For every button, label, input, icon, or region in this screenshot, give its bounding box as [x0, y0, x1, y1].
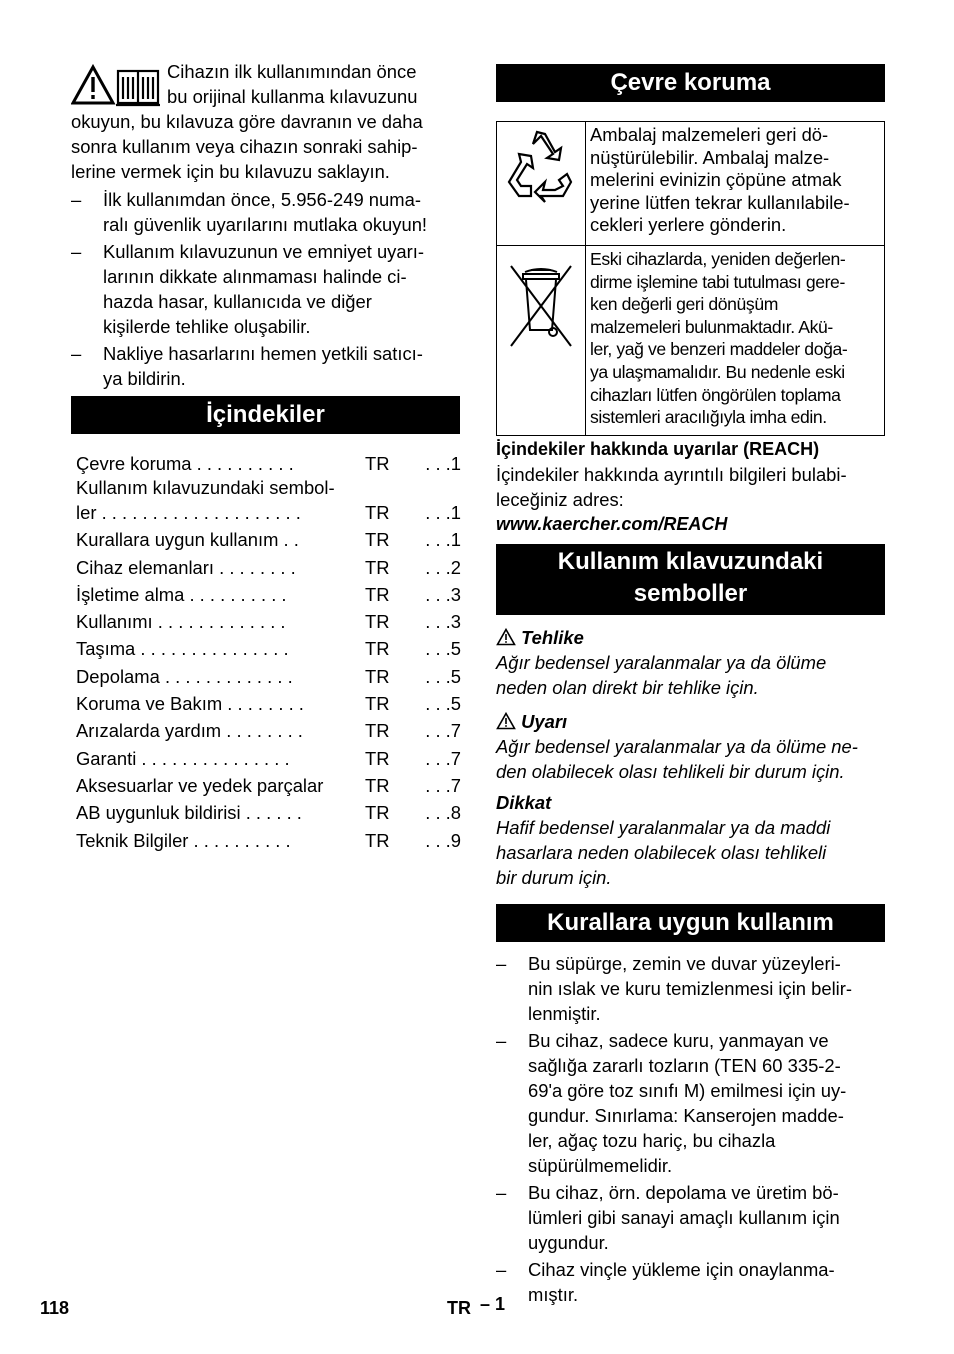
env-text-line: yerine lütfen tekrar kullanılabile-: [590, 191, 850, 213]
caution-label: Dikkat: [496, 792, 552, 813]
intro-line-2: bu orijinal kullanma kılavuzunu: [167, 86, 418, 107]
toc-lang: TR: [365, 802, 390, 824]
warning-icon: [496, 712, 516, 730]
env-text-line: Eski cihazlarda, yeniden değerlen-: [590, 249, 846, 269]
footer-lang-code: TR: [447, 1298, 471, 1318]
footer-lang: [447, 1294, 506, 1319]
intro-item: [71, 341, 460, 391]
usage-item-line: lenmiştir.: [528, 1003, 601, 1024]
toc-lang: TR: [365, 556, 390, 578]
toc-row[interactable]: [71, 526, 460, 553]
intro-list: [71, 187, 460, 391]
env-text-line: ya ulaşmamalıdır. Bu nedenle eski: [590, 361, 845, 382]
toc-title-text: Depolama: [76, 665, 160, 687]
toc-page: . . .1: [425, 453, 461, 474]
danger-label-row: [496, 625, 885, 650]
intro-item-line: ya bildirin.: [103, 368, 186, 389]
symbols-heading-line-2: semboller: [633, 580, 748, 607]
env-text-line: ler, yağ ve benzeri maddeler doğa-: [590, 339, 848, 360]
usage-section: [496, 951, 885, 1309]
toc-page: . . .5: [425, 693, 461, 715]
toc-lang: TR: [365, 693, 390, 715]
toc-title-text: AB uygunluk bildirisi: [76, 802, 241, 824]
toc-page: . . .2: [425, 556, 461, 578]
toc-title: [76, 526, 356, 553]
toc-dots: . . . . . . . .: [214, 556, 296, 578]
symbols-heading: [496, 544, 885, 615]
env-text-line: sistemleri aracılığıyla imha edin.: [590, 407, 827, 428]
toc-title-text: Koruma ve Bakım: [76, 693, 223, 715]
toc-row[interactable]: [71, 663, 460, 690]
usage-item: [496, 1028, 885, 1178]
usage-item-line: sağlığa zararlı tozların (TEN 60 335-2-: [528, 1055, 841, 1076]
toc-dots: . . . . . . . . . .: [188, 829, 291, 851]
intro-line-4: sonra kullanım veya cihazın sonraki sahip-: [71, 136, 418, 157]
toc-title: [76, 608, 356, 635]
warning-triangle-icon: [73, 67, 113, 103]
toc-title: [76, 554, 356, 581]
toc-title-text: Arızalarda yardım: [76, 720, 222, 742]
list-dash: –: [71, 189, 82, 210]
reach-url[interactable]: www.kaercher.com/REACH: [496, 514, 728, 534]
intro-item-line: Nakliye hasarlarını hemen yetkili satıcı-: [103, 343, 423, 364]
toc-lang: TR: [365, 453, 390, 474]
toc-lang: TR: [365, 774, 390, 796]
reach-title: İçindekiler hakkında uyarılar (REACH): [496, 439, 820, 459]
usage-item: [496, 1257, 885, 1307]
toc-title-text: Teknik Bilgiler: [76, 829, 189, 851]
usage-item-line: mıştır.: [528, 1284, 579, 1305]
intro-item-line: hazda hasar, kullanıcıda ve diğer: [103, 291, 372, 312]
toc-title: [76, 827, 356, 854]
caution-line-3: bir durum için.: [496, 867, 612, 888]
env-heading: Çevre koruma: [496, 64, 885, 102]
env-table: [496, 121, 885, 436]
toc-dots: . .: [278, 529, 299, 551]
env-text-line: melerini evinizin çöpüne atmak: [590, 169, 842, 190]
danger-warning-icon: [496, 628, 516, 646]
toc-title-line-1: Kullanım kılavuzundaki sembol-: [76, 477, 335, 499]
list-dash: –: [496, 1030, 507, 1051]
toc-page: . . .7: [425, 747, 461, 769]
weee-cell: [497, 246, 586, 436]
toc-lang: TR: [365, 720, 390, 742]
toc-title-text: Taşıma: [76, 638, 136, 660]
toc-title: [76, 663, 356, 690]
toc-page: . . .1: [425, 502, 461, 524]
usage-item-line: Bu cihaz, örn. depolama ve üretim bö-: [528, 1182, 839, 1203]
symbols-section: [496, 625, 885, 890]
env-text-line: nüştürülebilir. Ambalaj malze-: [590, 146, 830, 168]
toc-row[interactable]: [71, 554, 460, 581]
intro-item: [71, 239, 460, 339]
toc-lang: TR: [365, 638, 390, 660]
toc-row[interactable]: [71, 799, 460, 826]
usage-item-line: lümleri gibi sanayi amaçlı kullanım için: [528, 1207, 840, 1228]
env-text-line: cihazları lütfen öngörülen toplama: [590, 384, 841, 405]
warning-label-row: [496, 709, 885, 734]
toc-lang: TR: [365, 665, 390, 687]
toc-title: [76, 799, 356, 826]
toc-page: . . .7: [425, 774, 461, 796]
usage-item-line: süpürülmemelidir.: [528, 1155, 673, 1176]
toc-row[interactable]: [71, 635, 460, 662]
warning-line-1: Ağır bedensel yaralanmalar ya da ölüme ne-: [496, 736, 858, 757]
usage-item-line: 69'a göre toz sınıfı M) emilmesi için uy-: [528, 1080, 847, 1101]
weee-text: [586, 246, 885, 436]
warning-manual-icon: [71, 63, 163, 109]
usage-item-line: Bu süpürge, zemin ve duvar yüzeyleri-: [528, 953, 841, 974]
intro-line-3: okuyun, bu kılavuza göre davranın ve daha: [71, 111, 423, 132]
danger-line-2: neden olan direkt bir tehlike için.: [496, 677, 759, 698]
usage-item: [496, 1180, 885, 1255]
toc-page: . . .7: [425, 720, 461, 742]
toc-title-text: Cihaz elemanları: [76, 556, 214, 578]
toc-row[interactable]: [71, 745, 460, 772]
usage-item-line: Bu cihaz, sadece kuru, yanmayan ve: [528, 1030, 829, 1051]
toc-page: . . .3: [425, 583, 461, 605]
toc-row[interactable]: [71, 477, 460, 526]
usage-item-line: Cihaz vinçle yükleme için onaylanma-: [528, 1259, 835, 1280]
toc-title: [76, 717, 356, 744]
toc-lang: TR: [365, 747, 390, 769]
toc-row[interactable]: [71, 608, 460, 635]
toc-dots: . . . . . . . . . . . . .: [152, 611, 286, 633]
toc-title: [76, 450, 356, 477]
intro-line-5: lerine vermek için bu kılavuzu saklayın.: [71, 161, 390, 182]
caution-line-2: hasarlara neden olabilecek olası tehlikeli: [496, 842, 827, 863]
toc-row[interactable]: [71, 450, 460, 477]
toc-dots: . . . . . .: [240, 802, 302, 824]
toc-page: . . .9: [425, 829, 461, 851]
intro-item: [71, 187, 460, 237]
reach-section: [496, 437, 885, 537]
list-dash: –: [496, 1182, 507, 1203]
recycle-icon: [497, 122, 585, 240]
toc-dots: . . . . . . . .: [221, 720, 303, 742]
danger-line-1: Ağır bedensel yaralanmalar ya da ölüme: [496, 652, 827, 673]
crossed-bin-icon: [497, 260, 585, 356]
intro-line-1: Cihazın ilk kullanımından önce: [167, 61, 417, 82]
toc-heading: İçindekiler: [71, 396, 460, 434]
toc-row[interactable]: [71, 581, 460, 608]
warning-line-2: den olabilecek olası tehlikeli bir durum için.: [496, 761, 845, 782]
toc-title-text: ler: [76, 502, 97, 524]
intro-item-line: Kullanım kılavuzunun ve emniyet uyarı-: [103, 241, 424, 262]
toc-page: . . .5: [425, 665, 461, 687]
warning-label: Uyarı: [521, 711, 568, 732]
page-number: 118: [40, 1298, 70, 1318]
toc-page: . . .3: [425, 611, 461, 633]
footer-page-ref: – 1: [480, 1294, 506, 1314]
usage-item: [496, 951, 885, 1026]
toc-dots: . . . . . . . . . . . . . . .: [135, 638, 289, 660]
toc-dots: . . . . . . . . . . . . . . .: [136, 747, 290, 769]
toc-title-text: İşletime alma: [76, 583, 185, 605]
toc-row[interactable]: [71, 827, 460, 854]
list-dash: –: [496, 953, 507, 974]
caution-line-1: Hafif bedensel yaralanmalar ya da maddi: [496, 817, 831, 838]
reach-line-1: İçindekiler hakkında ayrıntılı bilgileri bulabi-: [496, 464, 847, 485]
usage-list: [496, 951, 885, 1307]
usage-item-line: nin ıslak ve kuru temizlenmesi için belir-: [528, 978, 852, 999]
env-text-line: ken değerli geri dönüşüm: [590, 294, 778, 315]
toc-title-text: Kurallara uygun kullanım: [76, 529, 279, 551]
toc-title: [76, 477, 356, 523]
toc-title: [76, 635, 356, 662]
toc-title-text: Kullanımı: [76, 611, 153, 633]
toc-lang: TR: [365, 829, 390, 851]
toc-title: [76, 690, 356, 717]
toc-lang: TR: [365, 583, 390, 605]
intro-item-line: larının dikkate alınmaması halinde ci-: [103, 266, 407, 287]
intro-item-line: ralı güvenlik uyarılarını mutlaka okuyun!: [103, 214, 428, 235]
table-of-contents: [71, 450, 460, 854]
intro-item-line: İlk kullanımdan önce, 5.956-249 numa-: [103, 189, 421, 210]
env-text-line: cekleri yerlere gönderin.: [590, 214, 787, 235]
intro-icons: [71, 63, 163, 109]
toc-lang: TR: [365, 611, 390, 633]
toc-lang: TR: [365, 502, 390, 524]
toc-row[interactable]: [71, 772, 460, 799]
list-dash: –: [71, 241, 82, 262]
toc-title-text: Garanti: [76, 747, 137, 769]
reach-line-2: leceğiniz adres:: [496, 489, 624, 510]
toc-row[interactable]: [71, 717, 460, 744]
danger-label: Tehlike: [521, 627, 584, 648]
symbols-heading-line-1: Kullanım kılavuzundaki: [557, 548, 824, 575]
toc-row[interactable]: [71, 690, 460, 717]
toc-title: [76, 772, 356, 799]
toc-title-text: Çevre koruma: [76, 453, 192, 474]
toc-lang: TR: [365, 529, 390, 551]
toc-dots: . . . . . . . . . .: [184, 583, 287, 605]
env-text-line: Ambalaj malzemeleri geri dö-: [590, 124, 829, 145]
intro-section: [71, 59, 460, 393]
toc-title-text: Aksesuarlar ve yedek parçalar: [76, 774, 324, 796]
usage-heading: Kurallara uygun kullanım: [496, 904, 885, 942]
toc-dots: . . . . . . . . . . . . .: [159, 665, 293, 687]
usage-item-line: ler, ağaç tozu hariç, bu cihazla: [528, 1130, 776, 1151]
toc-dots: . . . . . . . . . . . . . . . . . . . .: [96, 502, 301, 524]
env-text-line: malzemeleri bulunmaktadır. Akü-: [590, 316, 833, 337]
env-text-line: dirme işlemine tabi tutulması gere-: [590, 271, 845, 292]
toc-dots: . . . . . . . . . .: [191, 453, 294, 474]
usage-item-line: gundur. Sınırlama: Kanserojen madde-: [528, 1105, 844, 1126]
toc-title-line-2: [76, 502, 356, 523]
list-dash: –: [496, 1259, 507, 1280]
open-book-icon: [116, 71, 160, 105]
toc-page: . . .8: [425, 802, 461, 824]
list-dash: –: [71, 343, 82, 364]
recycle-text: [586, 122, 885, 246]
recycle-cell: [497, 122, 586, 246]
usage-item-line: uygundur.: [528, 1232, 609, 1253]
toc-page: . . .5: [425, 638, 461, 660]
toc-dots: . . . . . . . .: [222, 693, 304, 715]
toc-title: [76, 581, 356, 608]
toc-page: . . .1: [425, 529, 461, 551]
toc-title: [76, 745, 356, 772]
intro-item-line: kişilerde tehlike oluşabilir.: [103, 316, 311, 337]
